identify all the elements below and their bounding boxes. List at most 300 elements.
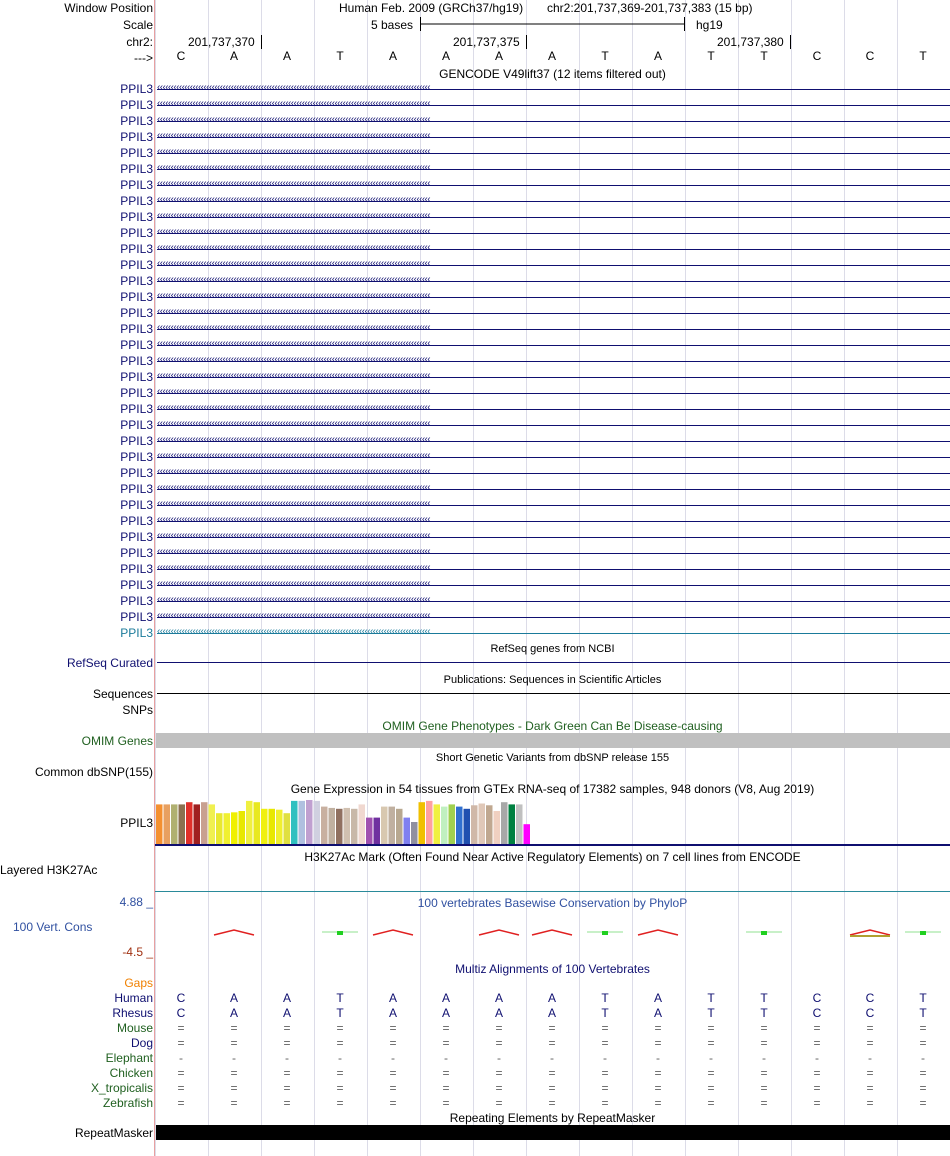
alignment-base: T: [760, 1006, 768, 1020]
alignment-base: A: [547, 991, 556, 1005]
gene-strand-line[interactable]: ‹‹‹‹‹‹‹‹‹‹‹‹‹‹‹‹‹‹‹‹‹‹‹‹‹‹‹‹‹‹‹‹‹‹‹‹‹‹‹‹‹‹‹‹‹‹‹‹‹‹‹‹‹‹‹‹‹‹‹‹‹‹‹‹‹‹‹‹‹‹‹‹‹‹‹‹‹‹‹‹‹‹‹‹‹‹‹‹‹‹‹‹‹‹‹‹‹‹‹‹: [157, 114, 950, 128]
gene-strand-line[interactable]: ‹‹‹‹‹‹‹‹‹‹‹‹‹‹‹‹‹‹‹‹‹‹‹‹‹‹‹‹‹‹‹‹‹‹‹‹‹‹‹‹‹‹‹‹‹‹‹‹‹‹‹‹‹‹‹‹‹‹‹‹‹‹‹‹‹‹‹‹‹‹‹‹‹‹‹‹‹‹‹‹‹‹‹‹‹‹‹‹‹‹‹‹‹‹‹‹‹‹‹‹: [157, 98, 950, 112]
gene-label[interactable]: PPIL3: [120, 290, 153, 304]
h3k27ac-label[interactable]: Layered H3K27Ac: [0, 863, 98, 877]
gtex-tissue-bar[interactable]: [291, 801, 298, 844]
alignment-base: C: [865, 1006, 875, 1020]
gene-label[interactable]: PPIL3: [120, 354, 153, 368]
gene-label[interactable]: PPIL3: [120, 626, 153, 640]
gene-strand-line[interactable]: ‹‹‹‹‹‹‹‹‹‹‹‹‹‹‹‹‹‹‹‹‹‹‹‹‹‹‹‹‹‹‹‹‹‹‹‹‹‹‹‹‹‹‹‹‹‹‹‹‹‹‹‹‹‹‹‹‹‹‹‹‹‹‹‹‹‹‹‹‹‹‹‹‹‹‹‹‹‹‹‹‹‹‹‹‹‹‹‹‹‹‹‹‹‹‹‹‹‹‹‹: [157, 498, 950, 512]
gene-strand-line[interactable]: ‹‹‹‹‹‹‹‹‹‹‹‹‹‹‹‹‹‹‹‹‹‹‹‹‹‹‹‹‹‹‹‹‹‹‹‹‹‹‹‹‹‹‹‹‹‹‹‹‹‹‹‹‹‹‹‹‹‹‹‹‹‹‹‹‹‹‹‹‹‹‹‹‹‹‹‹‹‹‹‹‹‹‹‹‹‹‹‹‹‹‹‹‹‹‹‹‹‹‹‹: [157, 594, 950, 608]
alignment-base: -: [444, 1051, 448, 1065]
phylop-graph[interactable]: [155, 922, 950, 946]
alignment-base: =: [548, 1036, 556, 1050]
gtex-tissue-bar[interactable]: [426, 801, 433, 844]
alignment-base: =: [654, 1081, 662, 1095]
gene-label[interactable]: PPIL3: [120, 130, 153, 144]
alignment-base: =: [760, 1096, 768, 1110]
multiz-track-title: Multiz Alignments of 100 Vertebrates: [455, 962, 650, 976]
gene-strand-line[interactable]: ‹‹‹‹‹‹‹‹‹‹‹‹‹‹‹‹‹‹‹‹‹‹‹‹‹‹‹‹‹‹‹‹‹‹‹‹‹‹‹‹‹‹‹‹‹‹‹‹‹‹‹‹‹‹‹‹‹‹‹‹‹‹‹‹‹‹‹‹‹‹‹‹‹‹‹‹‹‹‹‹‹‹‹‹‹‹‹‹‹‹‹‹‹‹‹‹‹‹‹‹: [157, 194, 950, 208]
alignment-base: =: [919, 1036, 927, 1050]
species-label[interactable]: Rhesus: [112, 1006, 153, 1020]
alignment-base: -: [550, 1051, 554, 1065]
phylop-positive-mark: [761, 931, 767, 935]
gene-strand-line[interactable]: ‹‹‹‹‹‹‹‹‹‹‹‹‹‹‹‹‹‹‹‹‹‹‹‹‹‹‹‹‹‹‹‹‹‹‹‹‹‹‹‹‹‹‹‹‹‹‹‹‹‹‹‹‹‹‹‹‹‹‹‹‹‹‹‹‹‹‹‹‹‹‹‹‹‹‹‹‹‹‹‹‹‹‹‹‹‹‹‹‹‹‹‹‹‹‹‹‹‹‹‹: [157, 450, 950, 464]
gtex-tissue-bar[interactable]: [449, 804, 456, 844]
species-label[interactable]: X_tropicalis: [90, 1081, 153, 1095]
gtex-tissue-bar[interactable]: [344, 808, 351, 844]
gene-label[interactable]: PPIL3: [120, 434, 153, 448]
alignment-base: =: [283, 1096, 291, 1110]
gtex-tissue-bar[interactable]: [434, 804, 441, 844]
alignment-base: =: [283, 1081, 291, 1095]
gtex-tissue-bar[interactable]: [224, 813, 231, 844]
gtex-tissue-bar[interactable]: [269, 809, 276, 844]
alignment-base: =: [707, 1081, 715, 1095]
gtex-tissue-bar[interactable]: [209, 804, 216, 844]
alignment-base: =: [654, 1036, 662, 1050]
gene-label[interactable]: PPIL3: [120, 242, 153, 256]
alignment-base: A: [653, 1006, 662, 1020]
alignment-base: =: [548, 1021, 556, 1035]
alignment-base: =: [336, 1096, 344, 1110]
phylop-positive-mark: [337, 931, 343, 935]
gene-strand-line[interactable]: ‹‹‹‹‹‹‹‹‹‹‹‹‹‹‹‹‹‹‹‹‹‹‹‹‹‹‹‹‹‹‹‹‹‹‹‹‹‹‹‹‹‹‹‹‹‹‹‹‹‹‹‹‹‹‹‹‹‹‹‹‹‹‹‹‹‹‹‹‹‹‹‹‹‹‹‹‹‹‹‹‹‹‹‹‹‹‹‹‹‹‹‹‹‹‹‹‹‹‹‹: [157, 82, 950, 96]
alignment-base: C: [176, 991, 186, 1005]
gtex-tissue-bar[interactable]: [194, 804, 201, 844]
alignment-base: =: [813, 1081, 821, 1095]
alignment-base: =: [548, 1081, 556, 1095]
alignment-base: A: [282, 991, 291, 1005]
gtex-tissue-bar[interactable]: [471, 805, 478, 844]
alignment-base: =: [760, 1021, 768, 1035]
alignment-base: =: [177, 1081, 185, 1095]
alignment-base: C: [865, 991, 875, 1005]
gene-strand-line[interactable]: ‹‹‹‹‹‹‹‹‹‹‹‹‹‹‹‹‹‹‹‹‹‹‹‹‹‹‹‹‹‹‹‹‹‹‹‹‹‹‹‹‹‹‹‹‹‹‹‹‹‹‹‹‹‹‹‹‹‹‹‹‹‹‹‹‹‹‹‹‹‹‹‹‹‹‹‹‹‹‹‹‹‹‹‹‹‹‹‹‹‹‹‹‹‹‹‹‹‹‹‹: [157, 418, 950, 432]
alignment-base: =: [389, 1021, 397, 1035]
gtex-tissue-bar[interactable]: [524, 824, 531, 844]
gene-strand-line[interactable]: ‹‹‹‹‹‹‹‹‹‹‹‹‹‹‹‹‹‹‹‹‹‹‹‹‹‹‹‹‹‹‹‹‹‹‹‹‹‹‹‹‹‹‹‹‹‹‹‹‹‹‹‹‹‹‹‹‹‹‹‹‹‹‹‹‹‹‹‹‹‹‹‹‹‹‹‹‹‹‹‹‹‹‹‹‹‹‹‹‹‹‹‹‹‹‹‹‹‹‹‹: [157, 386, 950, 400]
alignment-base: A: [441, 1006, 450, 1020]
alignment-base: =: [919, 1096, 927, 1110]
gene-strand-line[interactable]: ‹‹‹‹‹‹‹‹‹‹‹‹‹‹‹‹‹‹‹‹‹‹‹‹‹‹‹‹‹‹‹‹‹‹‹‹‹‹‹‹‹‹‹‹‹‹‹‹‹‹‹‹‹‹‹‹‹‹‹‹‹‹‹‹‹‹‹‹‹‹‹‹‹‹‹‹‹‹‹‹‹‹‹‹‹‹‹‹‹‹‹‹‹‹‹‹‹‹‹‹: [157, 146, 950, 160]
alignment-base: A: [441, 991, 450, 1005]
gtex-gene-label[interactable]: PPIL3: [120, 816, 153, 830]
gtex-tissue-bar[interactable]: [321, 807, 328, 844]
phylop-negative-mark: [479, 930, 519, 935]
alignment-base: =: [283, 1036, 291, 1050]
gene-strand-line[interactable]: ‹‹‹‹‹‹‹‹‹‹‹‹‹‹‹‹‹‹‹‹‹‹‹‹‹‹‹‹‹‹‹‹‹‹‹‹‹‹‹‹‹‹‹‹‹‹‹‹‹‹‹‹‹‹‹‹‹‹‹‹‹‹‹‹‹‹‹‹‹‹‹‹‹‹‹‹‹‹‹‹‹‹‹‹‹‹‹‹‹‹‹‹‹‹‹‹‹‹‹‹: [157, 434, 950, 448]
coord-tick: [526, 35, 527, 49]
gene-label[interactable]: PPIL3: [120, 306, 153, 320]
gtex-tissue-bar[interactable]: [351, 809, 358, 844]
alignment-base: -: [868, 1051, 872, 1065]
scale-bar: [420, 17, 686, 33]
sequences-line[interactable]: [157, 693, 950, 694]
alignment-base: A: [388, 1006, 397, 1020]
alignment-base: =: [866, 1066, 874, 1080]
gene-label[interactable]: PPIL3: [120, 338, 153, 352]
gene-strand-line[interactable]: ‹‹‹‹‹‹‹‹‹‹‹‹‹‹‹‹‹‹‹‹‹‹‹‹‹‹‹‹‹‹‹‹‹‹‹‹‹‹‹‹‹‹‹‹‹‹‹‹‹‹‹‹‹‹‹‹‹‹‹‹‹‹‹‹‹‹‹‹‹‹‹‹‹‹‹‹‹‹‹‹‹‹‹‹‹‹‹‹‹‹‹‹‹‹‹‹‹‹‹‹: [157, 610, 950, 624]
gtex-tissue-bar[interactable]: [186, 802, 193, 844]
alignment-base: =: [495, 1066, 503, 1080]
dbsnp-track-title: Short Genetic Variants from dbSNP release 155: [435, 752, 670, 764]
alignment-base: =: [866, 1021, 874, 1035]
alignment-base: =: [177, 1066, 185, 1080]
alignment-base: =: [230, 1096, 238, 1110]
gtex-tissue-bar[interactable]: [366, 818, 373, 844]
position-text: chr2:201,737,369-201,737,383 (15 bp): [547, 1, 753, 15]
alignment-base: T: [919, 991, 927, 1005]
alignment-base: =: [495, 1021, 503, 1035]
alignment-base: =: [442, 1021, 450, 1035]
alignment-base: =: [760, 1081, 768, 1095]
gtex-track-title: Gene Expression in 54 tissues from GTEx RNA-seq of 17382 samples, 948 donors (V8, Aug 2019): [290, 782, 815, 796]
phylop-negative-mark: [532, 930, 572, 935]
alignment-base: -: [921, 1051, 925, 1065]
gtex-tissue-bar[interactable]: [456, 807, 463, 844]
phylop-min-label: -4.5 _: [122, 945, 153, 959]
alignment-base: A: [229, 991, 238, 1005]
gene-label[interactable]: PPIL3: [120, 194, 153, 208]
window-position-label[interactable]: Window Position: [64, 1, 153, 15]
alignment-base: =: [389, 1081, 397, 1095]
gene-label[interactable]: PPIL3: [120, 82, 153, 96]
rmsk-track-title: Repeating Elements by RepeatMasker: [449, 1111, 656, 1125]
alignment-base: T: [601, 991, 609, 1005]
gene-label[interactable]: PPIL3: [120, 178, 153, 192]
pubs-track-title: Publications: Sequences in Scientific Articles: [443, 674, 662, 686]
species-label[interactable]: Dog: [130, 1036, 153, 1050]
alignment-base: =: [177, 1096, 185, 1110]
alignment-base: =: [813, 1036, 821, 1050]
gtex-tissue-bar[interactable]: [336, 809, 343, 844]
gtex-tissue-bar[interactable]: [246, 801, 253, 844]
gtex-tissue-bar[interactable]: [329, 808, 336, 844]
coord-label: 201,737,370: [188, 35, 255, 49]
alignment-base: =: [866, 1036, 874, 1050]
phylop-positive-mark: [920, 931, 926, 935]
gtex-tissue-bar[interactable]: [254, 802, 261, 844]
gtex-tissue-bar[interactable]: [486, 805, 493, 844]
gene-strand-line[interactable]: ‹‹‹‹‹‹‹‹‹‹‹‹‹‹‹‹‹‹‹‹‹‹‹‹‹‹‹‹‹‹‹‹‹‹‹‹‹‹‹‹‹‹‹‹‹‹‹‹‹‹‹‹‹‹‹‹‹‹‹‹‹‹‹‹‹‹‹‹‹‹‹‹‹‹‹‹‹‹‹‹‹‹‹‹‹‹‹‹‹‹‹‹‹‹‹‹‹‹‹‹: [157, 578, 950, 592]
rmsk-label[interactable]: RepeatMasker: [74, 1126, 153, 1140]
alignment-base: =: [336, 1036, 344, 1050]
coord-tick: [261, 35, 262, 49]
species-label[interactable]: Chicken: [109, 1066, 153, 1080]
alignment-base: A: [494, 1006, 503, 1020]
gtex-tissue-bar[interactable]: [201, 802, 208, 844]
base-letter: A: [653, 49, 662, 63]
gtex-tissue-bar[interactable]: [156, 804, 163, 844]
base-letter: A: [547, 49, 556, 63]
base-letter: C: [176, 49, 186, 63]
gene-strand-line[interactable]: ‹‹‹‹‹‹‹‹‹‹‹‹‹‹‹‹‹‹‹‹‹‹‹‹‹‹‹‹‹‹‹‹‹‹‹‹‹‹‹‹‹‹‹‹‹‹‹‹‹‹‹‹‹‹‹‹‹‹‹‹‹‹‹‹‹‹‹‹‹‹‹‹‹‹‹‹‹‹‹‹‹‹‹‹‹‹‹‹‹‹‹‹‹‹‹‹‹‹‹‹: [157, 354, 950, 368]
gene-strand-line[interactable]: ‹‹‹‹‹‹‹‹‹‹‹‹‹‹‹‹‹‹‹‹‹‹‹‹‹‹‹‹‹‹‹‹‹‹‹‹‹‹‹‹‹‹‹‹‹‹‹‹‹‹‹‹‹‹‹‹‹‹‹‹‹‹‹‹‹‹‹‹‹‹‹‹‹‹‹‹‹‹‹‹‹‹‹‹‹‹‹‹‹‹‹‹‹‹‹‹‹‹‹‹: [157, 274, 950, 288]
alignment-base: =: [230, 1036, 238, 1050]
alignment-base: T: [601, 1006, 609, 1020]
alignment-base: =: [654, 1066, 662, 1080]
base-letter: A: [441, 49, 450, 63]
gene-label[interactable]: PPIL3: [120, 274, 153, 288]
base-letter: T: [336, 49, 344, 63]
gene-strand-line[interactable]: ‹‹‹‹‹‹‹‹‹‹‹‹‹‹‹‹‹‹‹‹‹‹‹‹‹‹‹‹‹‹‹‹‹‹‹‹‹‹‹‹‹‹‹‹‹‹‹‹‹‹‹‹‹‹‹‹‹‹‹‹‹‹‹‹‹‹‹‹‹‹‹‹‹‹‹‹‹‹‹‹‹‹‹‹‹‹‹‹‹‹‹‹‹‹‹‹‹‹‹‹: [157, 370, 950, 384]
alignment-base: T: [919, 1006, 927, 1020]
omim-bar[interactable]: [156, 733, 950, 748]
alignment-base: T: [760, 991, 768, 1005]
alignment-base: =: [177, 1021, 185, 1035]
gtex-tissue-bar[interactable]: [284, 813, 291, 844]
gene-strand-line[interactable]: ‹‹‹‹‹‹‹‹‹‹‹‹‹‹‹‹‹‹‹‹‹‹‹‹‹‹‹‹‹‹‹‹‹‹‹‹‹‹‹‹‹‹‹‹‹‹‹‹‹‹‹‹‹‹‹‹‹‹‹‹‹‹‹‹‹‹‹‹‹‹‹‹‹‹‹‹‹‹‹‹‹‹‹‹‹‹‹‹‹‹‹‹‹‹‹‹‹‹‹‹: [157, 130, 950, 144]
gtex-tissue-bar[interactable]: [494, 811, 501, 844]
phylop-label[interactable]: 100 Vert. Cons: [13, 920, 93, 934]
gene-strand-line[interactable]: ‹‹‹‹‹‹‹‹‹‹‹‹‹‹‹‹‹‹‹‹‹‹‹‹‹‹‹‹‹‹‹‹‹‹‹‹‹‹‹‹‹‹‹‹‹‹‹‹‹‹‹‹‹‹‹‹‹‹‹‹‹‹‹‹‹‹‹‹‹‹‹‹‹‹‹‹‹‹‹‹‹‹‹‹‹‹‹‹‹‹‹‹‹‹‹‹‹‹‹‹: [157, 178, 950, 192]
gtex-tissue-bar[interactable]: [171, 804, 178, 844]
alignment-base: =: [919, 1021, 927, 1035]
gene-strand-line[interactable]: ‹‹‹‹‹‹‹‹‹‹‹‹‹‹‹‹‹‹‹‹‹‹‹‹‹‹‹‹‹‹‹‹‹‹‹‹‹‹‹‹‹‹‹‹‹‹‹‹‹‹‹‹‹‹‹‹‹‹‹‹‹‹‹‹‹‹‹‹‹‹‹‹‹‹‹‹‹‹‹‹‹‹‹‹‹‹‹‹‹‹‹‹‹‹‹‹‹‹‹‹: [157, 306, 950, 320]
gene-strand-line[interactable]: ‹‹‹‹‹‹‹‹‹‹‹‹‹‹‹‹‹‹‹‹‹‹‹‹‹‹‹‹‹‹‹‹‹‹‹‹‹‹‹‹‹‹‹‹‹‹‹‹‹‹‹‹‹‹‹‹‹‹‹‹‹‹‹‹‹‹‹‹‹‹‹‹‹‹‹‹‹‹‹‹‹‹‹‹‹‹‹‹‹‹‹‹‹‹‹‹‹‹‹‹: [157, 210, 950, 224]
alignment-base: A: [388, 991, 397, 1005]
refseq-track-title: RefSeq genes from NCBI: [490, 643, 615, 655]
h3k27ac-track-title: H3K27Ac Mark (Often Found Near Active Regulatory Elements) on 7 cell lines from ENCODE: [304, 850, 801, 864]
gtex-tissue-bar[interactable]: [299, 801, 306, 844]
base-letter: A: [388, 49, 397, 63]
gtex-tissue-bar[interactable]: [381, 807, 388, 844]
gene-strand-line[interactable]: ‹‹‹‹‹‹‹‹‹‹‹‹‹‹‹‹‹‹‹‹‹‹‹‹‹‹‹‹‹‹‹‹‹‹‹‹‹‹‹‹‹‹‹‹‹‹‹‹‹‹‹‹‹‹‹‹‹‹‹‹‹‹‹‹‹‹‹‹‹‹‹‹‹‹‹‹‹‹‹‹‹‹‹‹‹‹‹‹‹‹‹‹‹‹‹‹‹‹‹‹: [157, 562, 950, 576]
gtex-tissue-bar[interactable]: [389, 807, 396, 844]
alignment-base: T: [707, 1006, 715, 1020]
alignment-base: =: [336, 1066, 344, 1080]
gene-label[interactable]: PPIL3: [120, 146, 153, 160]
alignment-base: T: [707, 991, 715, 1005]
alignment-base: =: [283, 1021, 291, 1035]
alignment-base: =: [601, 1036, 609, 1050]
omim-track-title: OMIM Gene Phenotypes - Dark Green Can Be Disease-causing: [382, 719, 723, 733]
gtex-tissue-bar[interactable]: [396, 809, 403, 844]
gene-strand-line[interactable]: ‹‹‹‹‹‹‹‹‹‹‹‹‹‹‹‹‹‹‹‹‹‹‹‹‹‹‹‹‹‹‹‹‹‹‹‹‹‹‹‹‹‹‹‹‹‹‹‹‹‹‹‹‹‹‹‹‹‹‹‹‹‹‹‹‹‹‹‹‹‹‹‹‹‹‹‹‹‹‹‹‹‹‹‹‹‹‹‹‹‹‹‹‹‹‹‹‹‹‹‹: [157, 162, 950, 176]
coord-tick: [790, 35, 791, 49]
gtex-tissue-bar[interactable]: [374, 818, 381, 844]
alignment-base: A: [653, 991, 662, 1005]
phylop-negative-mark: [373, 930, 413, 935]
gene-label[interactable]: PPIL3: [120, 322, 153, 336]
gene-label[interactable]: PPIL3: [120, 594, 153, 608]
gtex-tissue-bar[interactable]: [464, 809, 471, 844]
base-letter: T: [919, 49, 927, 63]
gene-label[interactable]: PPIL3: [120, 546, 153, 560]
alignment-base: =: [707, 1096, 715, 1110]
scale-text: 5 bases: [371, 18, 414, 32]
species-label[interactable]: Human: [114, 991, 153, 1005]
gene-strand-line[interactable]: ‹‹‹‹‹‹‹‹‹‹‹‹‹‹‹‹‹‹‹‹‹‹‹‹‹‹‹‹‹‹‹‹‹‹‹‹‹‹‹‹‹‹‹‹‹‹‹‹‹‹‹‹‹‹‹‹‹‹‹‹‹‹‹‹‹‹‹‹‹‹‹‹‹‹‹‹‹‹‹‹‹‹‹‹‹‹‹‹‹‹‹‹‹‹‹‹‹‹‹‹: [157, 626, 950, 640]
coord-label: 201,737,375: [453, 35, 520, 49]
scale-label[interactable]: Scale: [122, 18, 153, 32]
alignment-base: =: [442, 1036, 450, 1050]
gene-strand-line[interactable]: ‹‹‹‹‹‹‹‹‹‹‹‹‹‹‹‹‹‹‹‹‹‹‹‹‹‹‹‹‹‹‹‹‹‹‹‹‹‹‹‹‹‹‹‹‹‹‹‹‹‹‹‹‹‹‹‹‹‹‹‹‹‹‹‹‹‹‹‹‹‹‹‹‹‹‹‹‹‹‹‹‹‹‹‹‹‹‹‹‹‹‹‹‹‹‹‹‹‹‹‹: [157, 402, 950, 416]
gene-label[interactable]: PPIL3: [120, 610, 153, 624]
alignment-base: =: [760, 1066, 768, 1080]
gene-label[interactable]: PPIL3: [120, 98, 153, 112]
gtex-tissue-bar[interactable]: [276, 810, 283, 844]
alignment-base: =: [495, 1096, 503, 1110]
alignment-base: =: [707, 1036, 715, 1050]
gene-strand-line[interactable]: ‹‹‹‹‹‹‹‹‹‹‹‹‹‹‹‹‹‹‹‹‹‹‹‹‹‹‹‹‹‹‹‹‹‹‹‹‹‹‹‹‹‹‹‹‹‹‹‹‹‹‹‹‹‹‹‹‹‹‹‹‹‹‹‹‹‹‹‹‹‹‹‹‹‹‹‹‹‹‹‹‹‹‹‹‹‹‹‹‹‹‹‹‹‹‹‹‹‹‹‹: [157, 290, 950, 304]
dbsnp-label[interactable]: Common dbSNP(155): [34, 765, 153, 779]
alignment-base: =: [442, 1096, 450, 1110]
gtex-bar-graph[interactable]: [155, 797, 950, 847]
strand-label[interactable]: --->: [134, 51, 153, 65]
assembly-text: Human Feb. 2009 (GRCh37/hg19): [339, 1, 524, 15]
alignment-base: =: [442, 1081, 450, 1095]
alignment-base: -: [497, 1051, 501, 1065]
species-label[interactable]: Zebrafish: [102, 1096, 153, 1110]
refseq-label[interactable]: RefSeq Curated: [66, 656, 153, 670]
gene-label[interactable]: PPIL3: [120, 562, 153, 576]
alignment-base: =: [601, 1066, 609, 1080]
alignment-base: =: [707, 1066, 715, 1080]
gene-strand-line[interactable]: ‹‹‹‹‹‹‹‹‹‹‹‹‹‹‹‹‹‹‹‹‹‹‹‹‹‹‹‹‹‹‹‹‹‹‹‹‹‹‹‹‹‹‹‹‹‹‹‹‹‹‹‹‹‹‹‹‹‹‹‹‹‹‹‹‹‹‹‹‹‹‹‹‹‹‹‹‹‹‹‹‹‹‹‹‹‹‹‹‹‹‹‹‹‹‹‹‹‹‹‹: [157, 466, 950, 480]
gene-label[interactable]: PPIL3: [120, 482, 153, 496]
gtex-tissue-bar[interactable]: [359, 804, 366, 844]
alignment-base: A: [494, 991, 503, 1005]
refseq-gene-line[interactable]: [157, 662, 950, 663]
alignment-base: -: [815, 1051, 819, 1065]
gene-strand-line[interactable]: ‹‹‹‹‹‹‹‹‹‹‹‹‹‹‹‹‹‹‹‹‹‹‹‹‹‹‹‹‹‹‹‹‹‹‹‹‹‹‹‹‹‹‹‹‹‹‹‹‹‹‹‹‹‹‹‹‹‹‹‹‹‹‹‹‹‹‹‹‹‹‹‹‹‹‹‹‹‹‹‹‹‹‹‹‹‹‹‹‹‹‹‹‹‹‹‹‹‹‹‹: [157, 482, 950, 496]
alignment-base: =: [230, 1081, 238, 1095]
alignment-base: =: [442, 1066, 450, 1080]
sequences-label[interactable]: Sequences: [92, 687, 153, 701]
db-text: hg19: [696, 18, 723, 32]
gtex-tissue-bar[interactable]: [501, 802, 508, 844]
gene-strand-line[interactable]: ‹‹‹‹‹‹‹‹‹‹‹‹‹‹‹‹‹‹‹‹‹‹‹‹‹‹‹‹‹‹‹‹‹‹‹‹‹‹‹‹‹‹‹‹‹‹‹‹‹‹‹‹‹‹‹‹‹‹‹‹‹‹‹‹‹‹‹‹‹‹‹‹‹‹‹‹‹‹‹‹‹‹‹‹‹‹‹‹‹‹‹‹‹‹‹‹‹‹‹‹: [157, 226, 950, 240]
gene-label[interactable]: PPIL3: [120, 498, 153, 512]
coord-label: 201,737,380: [717, 35, 784, 49]
gene-label[interactable]: PPIL3: [120, 386, 153, 400]
alignment-base: =: [548, 1096, 556, 1110]
alignment-base: T: [336, 1006, 344, 1020]
alignment-base: =: [601, 1021, 609, 1035]
alignment-base: -: [232, 1051, 236, 1065]
gtex-tissue-bar[interactable]: [216, 813, 223, 844]
alignment-base: C: [176, 1006, 186, 1020]
gene-label[interactable]: PPIL3: [120, 226, 153, 240]
gtex-tissue-bar[interactable]: [441, 807, 448, 844]
gtex-tissue-bar[interactable]: [404, 818, 411, 844]
gene-label[interactable]: PPIL3: [120, 402, 153, 416]
base-letter: A: [494, 49, 503, 63]
gene-label[interactable]: PPIL3: [120, 578, 153, 592]
gene-strand-line[interactable]: ‹‹‹‹‹‹‹‹‹‹‹‹‹‹‹‹‹‹‹‹‹‹‹‹‹‹‹‹‹‹‹‹‹‹‹‹‹‹‹‹‹‹‹‹‹‹‹‹‹‹‹‹‹‹‹‹‹‹‹‹‹‹‹‹‹‹‹‹‹‹‹‹‹‹‹‹‹‹‹‹‹‹‹‹‹‹‹‹‹‹‹‹‹‹‹‹‹‹‹‹: [157, 258, 950, 272]
gtex-tissue-bar[interactable]: [509, 804, 516, 844]
grid-line: [155, 0, 156, 1156]
alignment-base: =: [707, 1021, 715, 1035]
phylop-low-mark: [850, 935, 890, 937]
alignment-base: =: [389, 1096, 397, 1110]
gene-label[interactable]: PPIL3: [120, 418, 153, 432]
alignment-base: =: [336, 1081, 344, 1095]
alignment-base: =: [336, 1021, 344, 1035]
gene-strand-line[interactable]: ‹‹‹‹‹‹‹‹‹‹‹‹‹‹‹‹‹‹‹‹‹‹‹‹‹‹‹‹‹‹‹‹‹‹‹‹‹‹‹‹‹‹‹‹‹‹‹‹‹‹‹‹‹‹‹‹‹‹‹‹‹‹‹‹‹‹‹‹‹‹‹‹‹‹‹‹‹‹‹‹‹‹‹‹‹‹‹‹‹‹‹‹‹‹‹‹‹‹‹‹: [157, 514, 950, 528]
gene-label[interactable]: PPIL3: [120, 258, 153, 272]
base-letter: C: [865, 49, 875, 63]
gene-label[interactable]: PPIL3: [120, 162, 153, 176]
gene-strand-line[interactable]: ‹‹‹‹‹‹‹‹‹‹‹‹‹‹‹‹‹‹‹‹‹‹‹‹‹‹‹‹‹‹‹‹‹‹‹‹‹‹‹‹‹‹‹‹‹‹‹‹‹‹‹‹‹‹‹‹‹‹‹‹‹‹‹‹‹‹‹‹‹‹‹‹‹‹‹‹‹‹‹‹‹‹‹‹‹‹‹‹‹‹‹‹‹‹‹‹‹‹‹‹: [157, 242, 950, 256]
gtex-tissue-bar[interactable]: [479, 804, 486, 844]
base-letter: T: [601, 49, 609, 63]
species-label[interactable]: Elephant: [105, 1051, 153, 1065]
rmsk-bar[interactable]: [156, 1125, 950, 1140]
alignment-base: -: [709, 1051, 713, 1065]
alignment-base: -: [656, 1051, 660, 1065]
alignment-base: -: [391, 1051, 395, 1065]
gene-strand-line[interactable]: ‹‹‹‹‹‹‹‹‹‹‹‹‹‹‹‹‹‹‹‹‹‹‹‹‹‹‹‹‹‹‹‹‹‹‹‹‹‹‹‹‹‹‹‹‹‹‹‹‹‹‹‹‹‹‹‹‹‹‹‹‹‹‹‹‹‹‹‹‹‹‹‹‹‹‹‹‹‹‹‹‹‹‹‹‹‹‹‹‹‹‹‹‹‹‹‹‹‹‹‹: [157, 322, 950, 336]
alignment-base: =: [813, 1096, 821, 1110]
alignment-base: C: [812, 1006, 822, 1020]
chr-label[interactable]: chr2:: [126, 35, 153, 49]
base-letter: T: [707, 49, 715, 63]
gtex-tissue-bar[interactable]: [231, 812, 238, 844]
alignment-base: A: [547, 1006, 556, 1020]
gene-strand-line[interactable]: ‹‹‹‹‹‹‹‹‹‹‹‹‹‹‹‹‹‹‹‹‹‹‹‹‹‹‹‹‹‹‹‹‹‹‹‹‹‹‹‹‹‹‹‹‹‹‹‹‹‹‹‹‹‹‹‹‹‹‹‹‹‹‹‹‹‹‹‹‹‹‹‹‹‹‹‹‹‹‹‹‹‹‹‹‹‹‹‹‹‹‹‹‹‹‹‹‹‹‹‹: [157, 546, 950, 560]
gene-label[interactable]: PPIL3: [120, 466, 153, 480]
gene-label[interactable]: PPIL3: [120, 530, 153, 544]
alignment-base: =: [230, 1021, 238, 1035]
alignment-base: =: [230, 1066, 238, 1080]
alignment-base: =: [813, 1066, 821, 1080]
alignment-base: =: [866, 1081, 874, 1095]
alignment-base: -: [762, 1051, 766, 1065]
gtex-tissue-bar[interactable]: [314, 801, 321, 844]
phylop-positive-mark: [602, 931, 608, 935]
gtex-tissue-bar[interactable]: [516, 804, 523, 844]
gtex-tissue-bar[interactable]: [239, 811, 246, 844]
base-letter: C: [812, 49, 822, 63]
omim-label[interactable]: OMIM Genes: [81, 734, 153, 748]
alignment-base: -: [603, 1051, 607, 1065]
alignment-base: -: [285, 1051, 289, 1065]
alignment-base: =: [283, 1066, 291, 1080]
gaps-label[interactable]: Gaps: [124, 976, 153, 990]
phylop-max-label: 4.88 _: [119, 895, 153, 909]
phylop-track-title: 100 vertebrates Basewise Conservation by PhyloP: [417, 896, 688, 910]
snps-label[interactable]: SNPs: [122, 703, 153, 717]
gene-label[interactable]: PPIL3: [120, 114, 153, 128]
alignment-base: =: [495, 1036, 503, 1050]
gene-label[interactable]: PPIL3: [120, 514, 153, 528]
gene-label[interactable]: PPIL3: [120, 450, 153, 464]
gene-strand-line[interactable]: ‹‹‹‹‹‹‹‹‹‹‹‹‹‹‹‹‹‹‹‹‹‹‹‹‹‹‹‹‹‹‹‹‹‹‹‹‹‹‹‹‹‹‹‹‹‹‹‹‹‹‹‹‹‹‹‹‹‹‹‹‹‹‹‹‹‹‹‹‹‹‹‹‹‹‹‹‹‹‹‹‹‹‹‹‹‹‹‹‹‹‹‹‹‹‹‹‹‹‹‹: [157, 530, 950, 544]
alignment-base: =: [389, 1066, 397, 1080]
gene-label[interactable]: PPIL3: [120, 210, 153, 224]
alignment-base: =: [919, 1081, 927, 1095]
alignment-base: A: [282, 1006, 291, 1020]
alignment-base: =: [389, 1036, 397, 1050]
alignment-base: =: [495, 1081, 503, 1095]
gene-strand-line[interactable]: ‹‹‹‹‹‹‹‹‹‹‹‹‹‹‹‹‹‹‹‹‹‹‹‹‹‹‹‹‹‹‹‹‹‹‹‹‹‹‹‹‹‹‹‹‹‹‹‹‹‹‹‹‹‹‹‹‹‹‹‹‹‹‹‹‹‹‹‹‹‹‹‹‹‹‹‹‹‹‹‹‹‹‹‹‹‹‹‹‹‹‹‹‹‹‹‹‹‹‹‹: [157, 338, 950, 352]
gtex-tissue-bar[interactable]: [306, 800, 313, 844]
gene-label[interactable]: PPIL3: [120, 370, 153, 384]
gtex-tissue-bar[interactable]: [411, 822, 418, 844]
alignment-base: =: [654, 1096, 662, 1110]
alignment-base: =: [177, 1036, 185, 1050]
alignment-base: =: [601, 1096, 609, 1110]
gtex-tissue-bar[interactable]: [179, 804, 186, 844]
gtex-tissue-bar[interactable]: [164, 804, 171, 844]
gtex-tissue-bar[interactable]: [419, 802, 426, 844]
phylop-negative-mark: [214, 930, 254, 935]
species-label[interactable]: Mouse: [116, 1021, 153, 1035]
gtex-tissue-bar[interactable]: [261, 809, 268, 844]
